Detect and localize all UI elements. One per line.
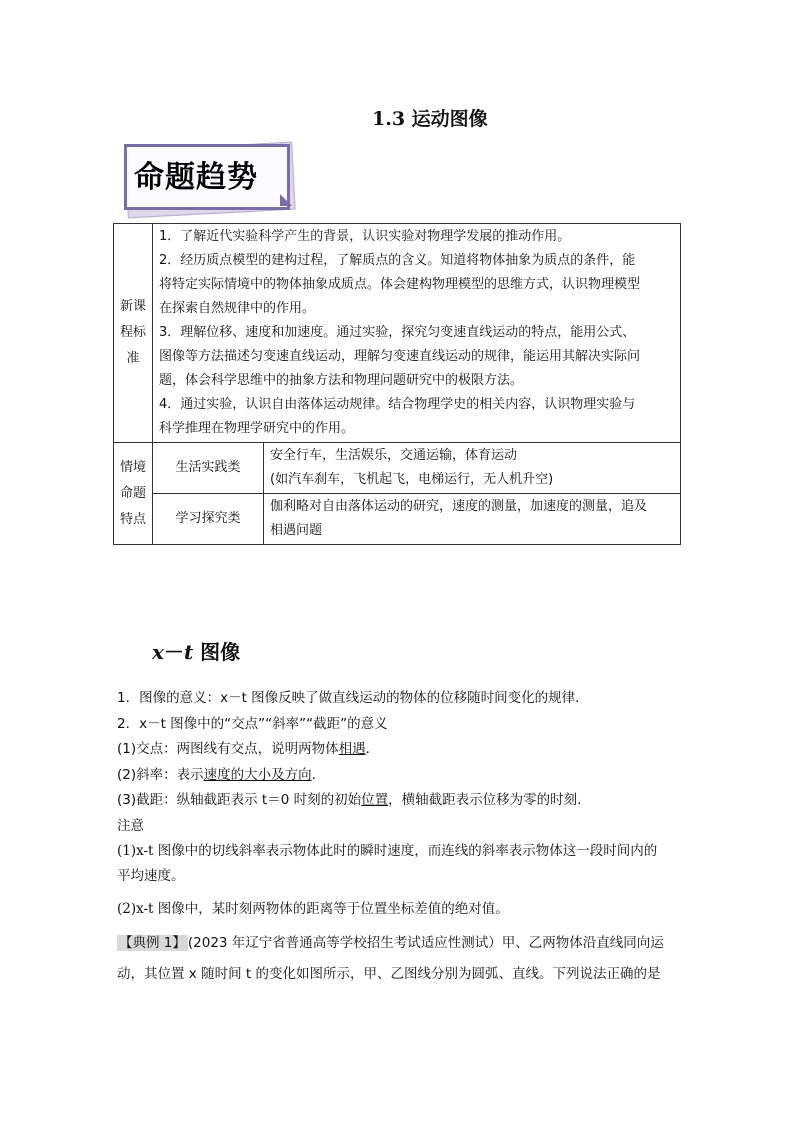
standard-line: 题，体会科学思维中的抽象方法和物理问题研究中的极限方法。 [159,373,524,388]
standard-line: 1．了解近代实验科学产生的背景，认识实验对物理学发展的推动作用。 [159,229,571,244]
document-title: 1.3 运动图像 [372,108,488,130]
text: ． [311,766,326,783]
standards-content [153,224,681,443]
context-header: 情境命题特点 [114,443,153,545]
text: (2023 年辽宁省普通高等学校招生考试适应性测试）甲、乙两物体沿直线同向运 [187,935,664,951]
intercept-line [117,788,687,814]
note-heading: 注意 [117,817,144,834]
banner-fold-corner [280,194,292,206]
note-line: 平均速度。 [117,868,185,884]
example-block [117,928,687,990]
context-content [264,494,681,545]
text: ． [365,741,380,757]
standard-line: 3．理解位移、速度和加速度。通过实验，探究匀变速直线运动的特点，能用公式、 [159,325,636,340]
underlined-term: 相遇 [338,741,366,757]
text: (1)交点：两图线有交点，说明两物体 [117,741,339,757]
standard-line: 4．通过实验，认识自由落体运动规律。结合物理学史的相关内容，认识物理实验与 [159,397,636,412]
context-type: 学习探究类 [153,494,264,545]
content-line: 1．图像的意义：x－t 图像反映了做直线运动的物体的位移随时间变化的规律． [117,690,589,706]
intersection-line [117,737,687,763]
context-line: 相遇问题 [270,523,323,538]
heading-dash: － [163,640,184,664]
standard-line: 在探索自然规律中的作用。 [159,301,316,316]
section-heading [152,636,240,665]
context-line: 安全行车，生活娱乐，交通运输，体育运动 [270,448,518,463]
underlined-term: 位置 [361,792,389,808]
example-label: 【典例 1】 [119,935,186,951]
content-line: 2．x－t 图像中的“交点”“斜率”“截距”的意义 [117,715,388,732]
standard-line: 将特定实际情境中的物体抽象成质点。体会建构物理模型的思维方式，认识物理模型 [159,277,641,292]
heading-rest: 图像 [193,640,241,664]
standard-line: 图像等方法描述匀变速直线运动，理解匀变速直线运动的规律，能运用其解决实际问 [159,349,641,364]
example-line: 动，其位置 x 随时间 t 的变化如图所示，甲、乙图线分别为圆弧、直线。下列说法正确的是 [117,966,661,982]
standard-line: 科学推理在物理学研究中的作用。 [159,421,355,436]
proposition-trend-banner [120,140,298,215]
context-type: 生活实践类 [153,443,264,494]
context-line: 伽利略对自由落体运动的研究，速度的测量，加速度的测量，追及 [270,499,648,514]
context-line: (如汽车刹车，飞机起飞，电梯运行，无人机升空) [270,472,554,487]
curriculum-table [113,223,681,545]
standards-row [114,224,681,443]
context-content [264,443,681,494]
text: (2)斜率：表示 [117,766,204,783]
text: ，横轴截距表示位移为零的时刻． [388,792,591,808]
note-line: (2)x-t 图像中，某时刻两物体的距离等于位置坐标差值的绝对值。 [117,901,509,917]
text: (3)截距：纵轴截距表示 t＝0 时刻的初始 [117,792,362,808]
heading-var-x: x [152,640,164,664]
standard-line: 2．经历质点模型的建构过程，了解质点的含义。知道将物体抽象为质点的条件，能 [159,253,636,268]
content-body [117,686,687,990]
note-line: (1)x-t 图像中的切线斜率表示物体此时的瞬时速度，而连线的斜率表示物体这一段时间内的 [117,843,658,859]
heading-var-t: t [183,640,194,664]
example-line [117,928,687,959]
context-row-study [114,494,681,545]
underlined-term: 速度的大小及方向 [203,766,312,783]
slope-line [117,763,687,789]
standards-header: 新课程标准 [114,224,153,443]
banner-text: 命题趋势 [134,160,258,195]
context-row-life [114,443,681,494]
